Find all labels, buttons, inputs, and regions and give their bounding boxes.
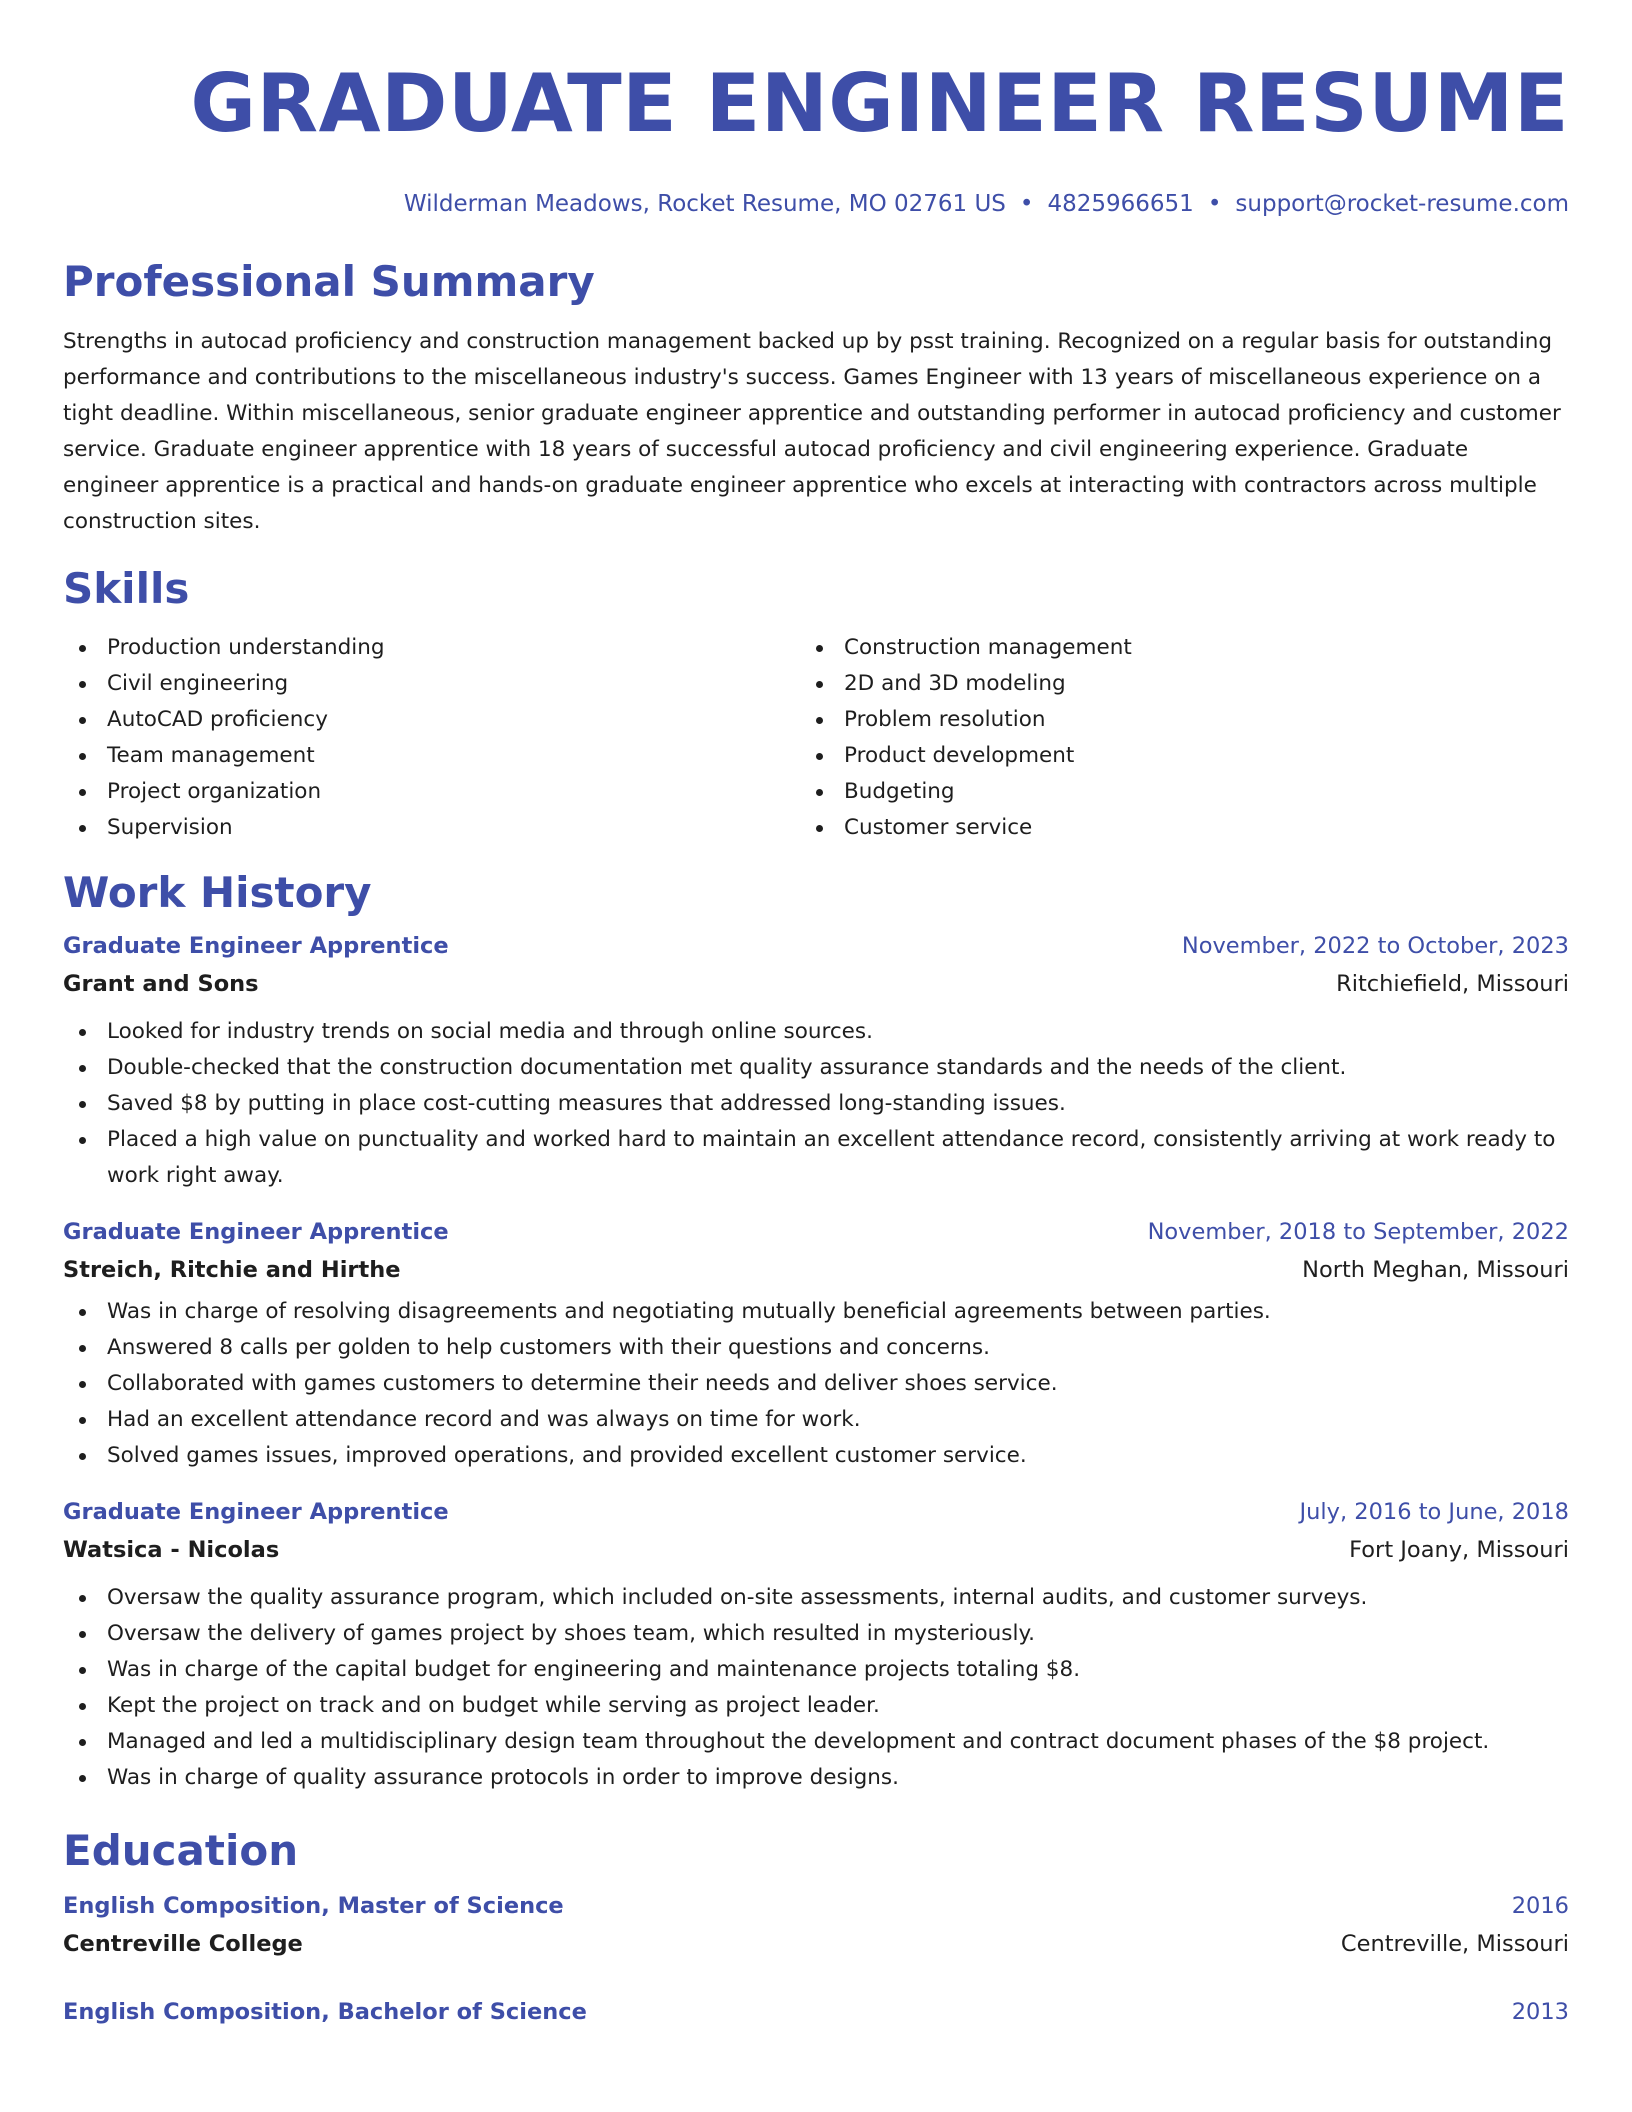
skill-item: Supervision	[63, 810, 800, 846]
job-role: Graduate Engineer Apprentice	[63, 1499, 449, 1525]
contact-separator: •	[1207, 191, 1222, 217]
education-degree: English Composition, Master of Science	[63, 1893, 564, 1919]
bullet-icon	[816, 753, 823, 760]
bullet-icon	[79, 1453, 86, 1460]
bullet-icon	[79, 1137, 86, 1144]
job-location: Fort Joany, Missouri	[1349, 1537, 1569, 1563]
skills-heading: Skills	[63, 564, 190, 613]
job-role: Graduate Engineer Apprentice	[63, 1219, 449, 1245]
job-bullet: Was in charge of quality assurance protocols in order to improve designs.	[63, 1760, 1569, 1796]
job-location: North Meghan, Missouri	[1302, 1257, 1569, 1283]
skill-item: AutoCAD proficiency	[63, 702, 800, 738]
contact-phone: 4825966651	[1047, 191, 1194, 217]
bullet-icon	[79, 681, 86, 688]
contact-email[interactable]: support@rocket-resume.com	[1235, 191, 1569, 217]
contact-address: Wilderman Meadows, Rocket Resume, MO 02761 US	[403, 191, 1006, 217]
bullet-icon	[79, 1101, 86, 1108]
skills-grid	[63, 630, 1569, 846]
bullet-icon	[79, 1703, 86, 1710]
skills-column-left	[63, 630, 800, 846]
education-location: Centreville, Missouri	[1340, 1931, 1569, 1957]
job-bullet: Oversaw the delivery of games project by shoes team, which resulted in mysteriously.	[63, 1616, 1569, 1652]
job-bullet: Looked for industry trends on social media and through online sources.	[63, 1014, 1569, 1050]
work-history-heading: Work History	[63, 868, 372, 917]
bullet-icon	[79, 1309, 86, 1316]
job-company: Watsica - Nicolas	[63, 1537, 280, 1563]
contact-line	[63, 190, 1569, 218]
bullet-icon	[79, 1065, 86, 1072]
skills-column-right	[800, 630, 1537, 846]
education-year: 2016	[1511, 1893, 1569, 1919]
job-bullet: Answered 8 calls per golden to help customers with their questions and concerns.	[63, 1330, 1569, 1366]
job-company: Streich, Ritchie and Hirthe	[63, 1257, 401, 1283]
job-bullet: Kept the project on track and on budget while serving as project leader.	[63, 1688, 1569, 1724]
job-bullet: Had an excellent attendance record and was always on time for work.	[63, 1402, 1569, 1438]
job-bullet: Double-checked that the construction documentation met quality assurance standards and the needs of the client.	[63, 1050, 1569, 1086]
bullet-icon	[816, 681, 823, 688]
skill-item: Budgeting	[800, 774, 1537, 810]
skill-item: Customer service	[800, 810, 1537, 846]
bullet-icon	[79, 717, 86, 724]
job-bullet: Saved $8 by putting in place cost-cutting measures that addressed long-standing issues.	[63, 1086, 1569, 1122]
job-dates: November, 2018 to September, 2022	[1147, 1219, 1569, 1245]
bullet-icon	[79, 1417, 86, 1424]
bullet-icon	[79, 1667, 86, 1674]
bullet-icon	[79, 1739, 86, 1746]
job-entry	[63, 1214, 1569, 1474]
education-year: 2013	[1511, 1999, 1569, 2025]
education-entry	[63, 1994, 1569, 2030]
job-bullet: Was in charge of resolving disagreements and negotiating mutually beneficial agreements between parties.	[63, 1294, 1569, 1330]
job-bullets	[63, 1014, 1569, 1194]
job-bullets	[63, 1580, 1569, 1796]
bullet-icon	[816, 717, 823, 724]
bullet-icon	[79, 825, 86, 832]
contact-separator: •	[1019, 191, 1034, 217]
job-bullet: Oversaw the quality assurance program, which included on-site assessments, internal audits, and customer surveys.	[63, 1580, 1569, 1616]
job-dates: July, 2016 to June, 2018	[1299, 1499, 1569, 1525]
education-entry	[63, 1888, 1569, 1964]
skill-item: Team management	[63, 738, 800, 774]
job-bullet: Solved games issues, improved operations, and provided excellent customer service.	[63, 1438, 1569, 1474]
skill-item: Production understanding	[63, 630, 800, 666]
bullet-icon	[79, 1029, 86, 1036]
job-role: Graduate Engineer Apprentice	[63, 933, 449, 959]
skill-item: Problem resolution	[800, 702, 1537, 738]
skill-item: Product development	[800, 738, 1537, 774]
resume-title: GRADUATE ENGINEER RESUME	[190, 57, 1569, 150]
education-school: Centreville College	[63, 1931, 303, 1957]
skill-item: Civil engineering	[63, 666, 800, 702]
skill-item: Project organization	[63, 774, 800, 810]
bullet-icon	[79, 1345, 86, 1352]
bullet-icon	[816, 789, 823, 796]
job-bullets	[63, 1294, 1569, 1474]
bullet-icon	[79, 789, 86, 796]
job-bullet: Was in charge of the capital budget for engineering and maintenance projects totaling $8.	[63, 1652, 1569, 1688]
bullet-icon	[79, 1775, 86, 1782]
job-location: Ritchiefield, Missouri	[1336, 971, 1569, 997]
summary-heading: Professional Summary	[63, 257, 595, 306]
bullet-icon	[816, 645, 823, 652]
bullet-icon	[79, 645, 86, 652]
skill-item: 2D and 3D modeling	[800, 666, 1537, 702]
job-entry	[63, 1494, 1569, 1796]
job-dates: November, 2022 to October, 2023	[1181, 933, 1569, 959]
skill-item: Construction management	[800, 630, 1537, 666]
job-bullet: Collaborated with games customers to determine their needs and deliver shoes service.	[63, 1366, 1569, 1402]
bullet-icon	[79, 1595, 86, 1602]
bullet-icon	[79, 753, 86, 760]
bullet-icon	[79, 1631, 86, 1638]
job-company: Grant and Sons	[63, 971, 259, 997]
job-entry	[63, 928, 1569, 1194]
bullet-icon	[816, 825, 823, 832]
job-bullet: Placed a high value on punctuality and worked hard to maintain an excellent attendance record, consistently arriving at work ready to work right away.	[63, 1122, 1569, 1194]
education-heading: Education	[63, 1826, 299, 1875]
bullet-icon	[79, 1381, 86, 1388]
summary-text: Strengths in autocad proficiency and construction management backed up by psst training. Recognized on a regular basis for outstanding performance and contributions to the miscellaneous industry's success. Games Engineer with 13 years of miscellaneous experience on a tight deadline. Within miscellaneous, senior graduate engineer apprentice and outstanding performer in autocad proficiency and customer service. Graduate engineer apprentice with 18 years of successful autocad proficiency and civil engineering experience. Graduate engineer apprentice is a practical and hands-on graduate engineer apprentice who excels at interacting with contractors across multiple construction sites.	[63, 329, 1561, 534]
education-degree: English Composition, Bachelor of Science	[63, 1999, 587, 2025]
job-bullet: Managed and led a multidisciplinary design team throughout the development and contract document phases of the $8 project.	[63, 1724, 1569, 1760]
